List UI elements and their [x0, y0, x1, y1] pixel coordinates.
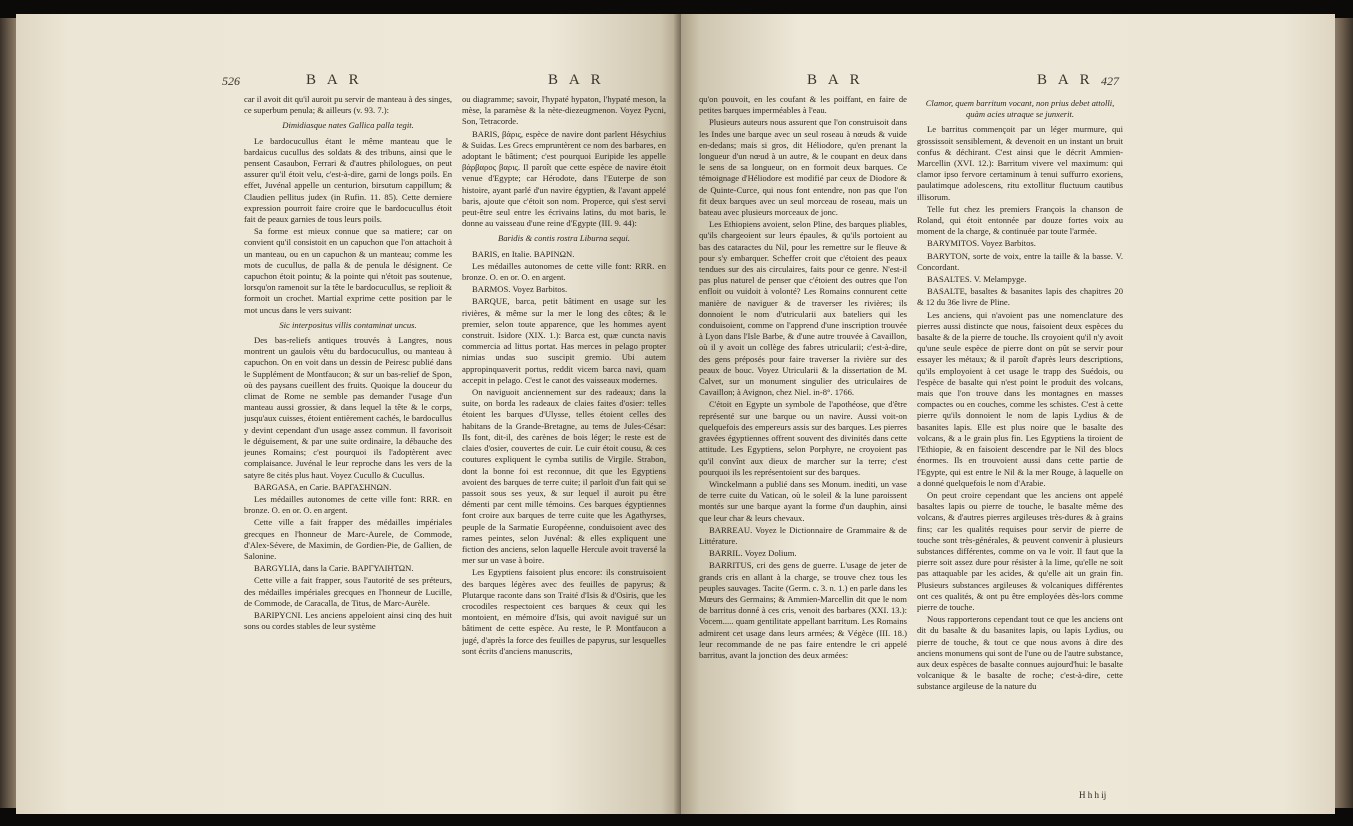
entry-heading: BASALTE, basaltes & basanites lapis des chapitres 20 & 12 du 36e livre de Pline. [917, 286, 1123, 308]
paragraph: On naviguoit anciennement sur des radeaux; dans la suite, on borda les radeaux de claies faites d'osier: telles étoient les barques d'Ulysse, telles étoient celles des habitans de la Grande-Bretagne, au tems de Jules-César: Ils font, dit-il, des carènes de bois léger; le reste est de claies d'osier, couvertes de cuir. Le cuir étoit cousu, & ces coutures expliquent le cymba sutilis de Virgile. Strabon, dont la bonne foi est reconnue, dit que les Egyptiens avoient des barques de terre cuite; il parloit d'un fait qui se passoit sous ses yeux, & sur lequel il auroit pu être démenti par cent mille témoins. Ces barques égyptiennes font croire aux barques de terre cuite que les Agathyrses, peuple de la Sarmatie Européenne, conduisoient avec des rames peintes, selon Juvénal: & elles expliquent une fiction des anciens, selon laquelle Hercule avoit traversé la mer sur un vase à boire. [462, 387, 666, 566]
left-page-number: 526 [222, 74, 240, 88]
paragraph: Les médailles autonomes de cette ville font: RRR. en bronze. O. en or. O. en argent. [244, 493, 452, 516]
paragraph: qu'on pouvoit, en les coufant & les poiffant, en faire de petites barques imperméables à l'eau. [699, 94, 907, 116]
paragraph: car il avoit dit qu'il auroit pu servir de manteau à des singes, ce superbum penula; & ailleurs (v. 93. 7.): [244, 94, 452, 116]
entry-heading: BARREAU. Voyez le Dictionnaire de Grammaire & de Littérature. [699, 524, 907, 546]
paragraph: Plusieurs auteurs nous assurent que l'on construisoit dans les Indes une barque avec un seul roseau à nœuds & vuide en-dedans; mais si gros, dit Héliodore, qu'en prenant la longueur d'un nœud à un autre, & le coupant en deux dans le sens de sa longueur, on en formoit deux barques. Ce témoignage d'Héliodore est modifié par ceux de Diodore & de Quinte-Curce, qui nous font entendre, non pas que l'on fit deux barques avec un seul morceau de roseau, mais un bateau avec plusieurs morceaux de jonc. [699, 117, 907, 218]
left-page-header-left: B A R [306, 72, 363, 88]
entry-heading: BARYTON, sorte de voix, entre la taille & la basse. V. Concordant. [917, 250, 1123, 272]
entry-heading: BARGASA, en Carie. ΒΑΡΓΑΣΗΝΩΝ. [254, 481, 392, 492]
signature-mark: H h h ij [1079, 790, 1107, 800]
verse-quote: Clamor, quem barritum vocant, non prius debet attolli, quàm acies utraque se junxerit. [925, 98, 1115, 120]
verse-quote: Sic interpositus villis contaminat uncus. [279, 319, 417, 330]
paragraph: Winckelmann a publié dans ses Monum. inediti, un vase de terre cuite du Vatican, où le soleil & la lune paroissent montés sur une barque ayant la forme d'un dauphin, ainsi que leur char & leurs chevaux. [699, 478, 907, 523]
paragraph: Cette ville a fait frapper des médailles impériales grecques en l'honneur de Marc-Aurele, de Commode, d'Alex-Sévere, de Maximin, de Gordien-Pie, de Gallien, de Salonine. [244, 517, 452, 561]
book-edge-left [0, 18, 16, 808]
entry-heading: BARMOS. Voyez Barbitos. [472, 284, 568, 295]
paragraph: C'étoit en Egypte un symbole de l'apothéose, que d'être représenté sur une barque ou un navire. Aussi voit-on quelquefois des empereurs assis sur des barques. Les pierres gravées égyptiennes offrent souvent des divinités dans cette attitude. Les Egyptiens, selon Porphyre, ne croyoient pas qu'il convînt aux dieux de marcher sur la terre; c'est pourquoi ils les représentoient sur des barques. [699, 399, 907, 477]
entry-heading: BARYMITOS. Voyez Barbitos. [927, 238, 1036, 249]
paragraph: On peut croire cependant que les anciens ont appelé basaltes lapis ou pierre de touche, le basalte même des volcans, & d'autres pierres argileuses très-dures & à grains fins; car les qualités requises pour servir de pierre de touche sont très-générales, & peuvent convenir à plusieurs substances différentes, comme on va le voir. Il faut que la pierre soit assez dure pour résister à la lime, qu'elle ne soit pas attaquable par les acides, & qu'elle ait un grain fin. Plusieurs substances argileuses & volcaniques différentes ont ces qualités, & ont pu être employées dès-lors comme pierre de touche. [917, 489, 1123, 612]
paragraph: Nous rapporterons cependant tout ce que les anciens ont dit du basalte & du basanites lapis, ou lapis Lydius, ou pierre de touche, & tout ce que nous avons à dire des anciens monumens qui sont de l'une ou de l'autre substance, aux deux espèces de basalte connues aujourd'hui: le basalte volcanique & le basalte de roche; c'est-à-dire, cette substance argileuse de la nature du [917, 614, 1123, 692]
paragraph: Le bardocucullus étant le même manteau que le bardaicus cucullus des soldats & des tribuns, ainsi que le pensent Casaubon, Ferrari & d'autres philologues, on peut assurer qu'il étoit velu, c'est-à-dire, garni de longs poils. En effet, Juvénal appelle un centurion, birsutum cappillum; & Claudien pellitus judex (in Rufin. 11. 85). Cette derniere expression pourroit faire croire que le bardocucullus étoit fait de peaux garnies de tous leurs poils. [244, 135, 452, 225]
entry-heading: BARRIL. Voyez Dolium. [709, 548, 797, 559]
paragraph: Les Egyptiens faisoient plus encore: ils construisoient des barques légères avec des feuilles de papyrus; & Plutarque raconte dans son Traité d'Isis & d'Osiris, que les crocodiles respectoient ces barques & ceux qui les montoient, en mémoire d'Isis, qui avoit navigué sur un bâtiment de cette espèce. Au reste, le P. Montfaucon a jugé, d'après la force des feuilles de papyrus, sur lesquelles sont écrits d'anciens manuscrits, [462, 567, 666, 656]
right-page-column-1 [699, 94, 907, 814]
right-page-header-right: B A R [1037, 72, 1094, 88]
entry-heading: BARIS, en Italie. ΒΑΡΙΝΩΝ. [472, 248, 575, 259]
verse-quote: Dimidiasque nates Gallica palla tegit. [282, 120, 414, 131]
paragraph: Les médailles autonomes de cette ville font: RRR. en bronze. O. en or. O. en argent. [462, 260, 666, 283]
paragraph: BARRITUS, cri des gens de guerre. L'usage de jeter de grands cris en allant à la charge, se trouve chez tous les peuples sauvages. Tacite (Germ. c. 3. n. 1.) en parle dans les Mœurs des Germains; & Ammien-Marcellin dit que le nom de barritus donné à ces cris, venoit des barbares (XXI. 13.): Vocem..... quam gentilitate appellant barritum. Les Romains admirent cet usage dans leurs armées; & Végèce (III. 18.) leur recommande de ne pas faire entendre le cri appelé barritus, avant la jonction des deux armées: [699, 560, 907, 660]
left-page-header-right: B A R [548, 72, 605, 88]
right-page-header-left: B A R [807, 72, 864, 88]
entry-heading: BARGYLIA, dans la Carie. ΒΑΡΓΥΛΙΗΤΩΝ. [254, 563, 414, 574]
right-page [681, 14, 1335, 814]
paragraph: Des bas-reliefs antiques trouvés à Langres, nous montrent un gaulois vêtu du bardocucullus, ou manteau à capuchon. On en voit dans un dessin de Peiresc publié dans le Supplément de Montfaucon; & sur un bas-relief de Spon, où des paysans cueillent des fruits. Quoique la douceur du climat de Rome ne semble pas demander l'usage d'un manteau aussi grossier, & dans lequel la tête & le corps, jusqu'aux cuisses, étoient entièrement cachés, le bardocullus y devint cependant d'un usage assez commun. Il favorisoit le déguisement, & par une suite ordinaire, la débauche des jeunes Romains; c'est pourquoi ils l'adoptèrent avec complaisance. Juvénal le leur reproche dans les vers de la satyre 8e cités plus haut. Voyez Cucullo & Cucullus. [244, 335, 452, 480]
paragraph: Sa forme est mieux connue que sa matiere; car on convient qu'il consistoit en un capuchon que l'on attachoit à un manteau, ou en un capuchon & un manteau; comme les mots de cucullus, de palla & de penula le désignent. Ce capuchon étoit pointu; & la pointe qui n'étoit pas soutenue, lorsqu'on ramenoit sur la tête le bardocucullus, se replioit & formoit un crochet. Martial exprime cette position par le mot uncus dans le vers suivant: [244, 226, 452, 315]
left-page-column-1 [244, 94, 452, 814]
paragraph: BARIS, βάρις, espèce de navire dont parlent Hésychius & Suidas. Les Grecs empruntèrent ce nom des barbares, en adoptant le bâtiment; c'est pourquoi Euripide les appelle βάρβαρος βαρις. Il paroît que cette espèce de navire étoit venue d'Egypte; car Hérodote, dans l'Euterpe de son histoire, ayant parlé d'un navire égyptien, & l'avant appelé baris, ajoute que c'étoit son nom. Properce, qui s'est servi peut-être seul entre les écrivains latins, du mot baris, le donne au vaisseau d'une reine d'Egypte (III. 9. 44): [462, 128, 666, 229]
paragraph: BARQUE, barca, petit bâtiment en usage sur les rivières, & même sur la mer le long des côtes; & le premier, selon toute apparence, que les hommes ayent construit. Isidore (XIX. 1.): Barca est, quæ cuncta navis commercia ad littus portat. Has merces in pelago propter nimias undas suo suscipit gremio. Ubi autem appropinquaverit portus, reddit vicem barca navi, quam accepit in pelago. C'est le canot des vaisseaux modernes. [462, 296, 666, 385]
paragraph: Cette ville a fait frapper, sous l'autorité de ses préteurs, des médailles impériales grecques en l'honneur de Lucille, de Commode, de Caracalla, de Titus, de Marc-Aurèle. [244, 575, 452, 608]
right-page-number: 427 [1101, 74, 1119, 88]
paragraph: Les Ethiopiens avoient, selon Pline, des barques pliables, qu'ils chargeoient sur leurs épaules, & qu'ils portoient au bas des cataractes du Nil, pour les remettre sur le fleuve & pour s'y embarquer. Scheffer croit que c'étoient des peaux tendues sur des ais circulaires, faits pour ce genre. N'est-il pas plus naturel de penser que c'étoient des outres que l'on enfloit ou vuidoit à volonté? Les Romains connurent cette manière de naviguer & de traverser les rivières; ils donnoient le nom d'utricularii aux bateliers qui les conduisoient, comme on l'apprend d'une inscription trouvée à Lyon dans l'Isle Barbe, & d'une autre trouvée à Cavaillon, où il y avoit un collège des fabres utricularii; c'est-à-dire, des gens préposés pour faire traverser la rivière sur des peaux de bouc. Voyez Utricularii & la dissertation de M. Calvet, sur un monument singulier des utriculaires de Cavaillon; à Avignon, chez Niel. in-8°. 1766. [699, 219, 907, 398]
paragraph: Le barritus commençoit par un léger murmure, qui grossissoit sensiblement, & devenoit en un instant un bruit confus & déchirant. C'est ainsi que le décrit Ammien-Marcellin (XVI. 12.): Barritum vivere vel maximum: qui clamor ipso fervore certaminum à tenui suffurro exoriens, paulatimque adolescens, ritu extollitur fluctuum cautibus illisorum. [917, 124, 1123, 202]
book-edge-right [1335, 18, 1353, 808]
paragraph: ou diagramme; savoir, l'hypaté hypaton, l'hypaté meson, la mèse, la paramèse & la nète-diezeugmenon. Voyez Pycni, Son, Tetracorde. [462, 94, 666, 127]
right-page-column-2 [917, 94, 1123, 784]
entry-heading: BASALTES. V. Melampyge. [927, 274, 1027, 285]
left-page-column-2 [462, 94, 666, 814]
verse-quote: Baridis & contis rostra Liburna sequi. [498, 233, 630, 244]
paragraph: Telle fut chez les premiers François la chanson de Roland, qui étoit entonnée par douze fortes voix au moment de la charge, & continuée par toute l'armée. [917, 203, 1123, 237]
left-page [16, 14, 681, 814]
paragraph: BARIPYCNI. Les anciens appeloient ainsi cinq des huit sons ou cordes stables de leur système [244, 609, 452, 632]
paragraph: Les anciens, qui n'avoient pas une nomenclature des pierres aussi distincte que nous, faisoient deux espèces du basalte & de la pierre de touche. Ils croyoient qu'il n'y avoit qu'une seule espèce de pierre dont on pût se servir pour essayer les métaux; & il paroît d'après leurs descriptions, qu'ils employoient à cet usage le trapp des Suédois, ou l'espèce de basalte qui n'est point le produit des volcans, mais que l'on trouve dans les montagnes en masses compactes ou en couches, comme les schistes. C'est à cette pierre qu'ils donnoient le nom de lapis Lydius & de basanites lapis. Elle est plus noire que le basalte des volcans, & a le grain plus fin. Les Egyptiens la tiroient de l'Ethiopie, & en faisoient descendre par le Nil des blocs énormes. Ils en trouvoient aussi dans cette partie de l'Egypte, qui est entre le Nil & la mer Rouge, à laquelle on a donné quelquefois le nom d'Arabie. [917, 309, 1123, 488]
